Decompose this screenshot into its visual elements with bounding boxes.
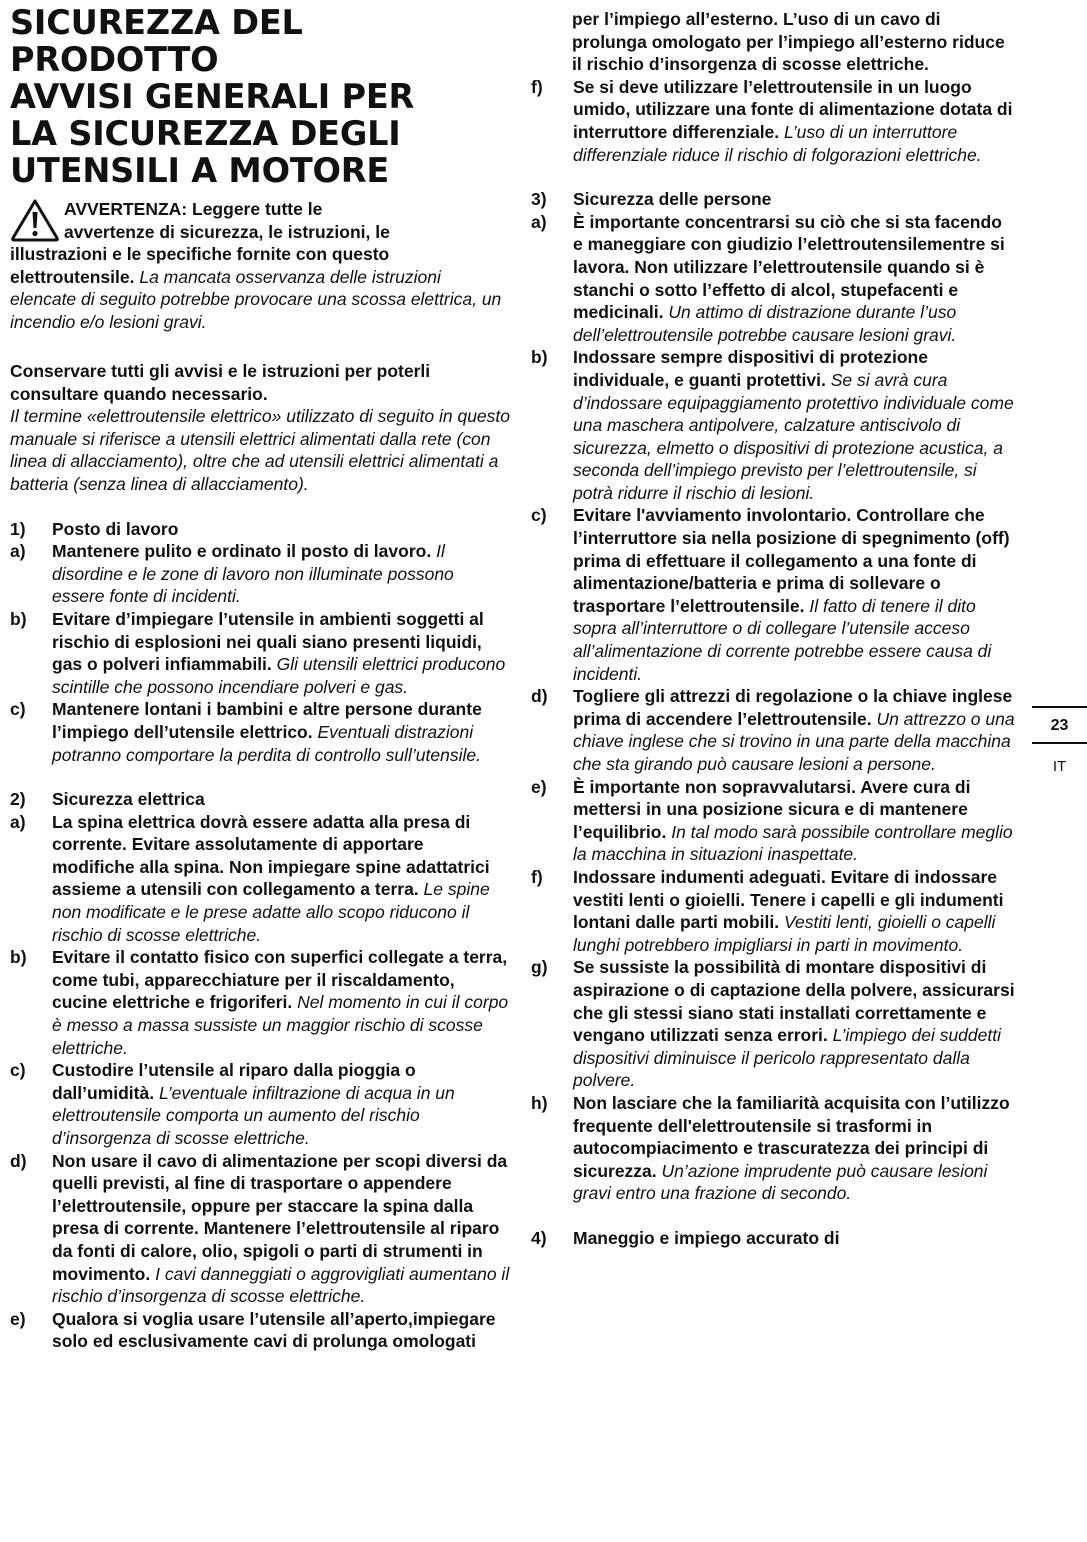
item-bold: Togliere gli attrezzi di regolazione o la chiave inglese prima di accendere l’elettroutensile. [573, 686, 1013, 729]
item-marker: a) [10, 811, 26, 832]
item-marker: g) [531, 957, 548, 978]
section-number: 3) [531, 189, 547, 210]
title-line: PRODOTTO [10, 40, 219, 79]
item-bold: Mantenere pulito e ordinato il posto di lavoro. [52, 541, 432, 562]
item-marker: a) [10, 541, 26, 562]
section-number: 1) [10, 518, 26, 539]
warning-bold [10, 221, 510, 244]
section-number: 2) [10, 789, 26, 810]
item-bold: Mantenere lontani i bambini e altre persone durante l’impiego dell’utensile elettrico. [52, 699, 482, 742]
item-italic: Un’azione imprudente può causare lesioni gravi entro una frazione di secondo. [573, 1160, 988, 1204]
warning-block [10, 198, 510, 334]
item-bold: Evitare l'avviamento involontario. Controllare che l’interruttore sia nella posizione di spegnimento (off) prima di effettuare il collegamento a una fonte di alimentazione/batteria e prima di sollevare o trasportare l’elettroutensile. [573, 505, 1010, 616]
list-item [531, 504, 1016, 685]
section-number: 4) [531, 1227, 547, 1248]
list-item [10, 540, 510, 608]
item-italic: L’eventuale infiltrazione di acqua in un elettroutensile comporta un aumento del rischio d’insorgenza di scosse elettriche. [52, 1082, 455, 1148]
item-marker: f) [531, 76, 543, 97]
item-italic: Un attimo di distrazione durante l’uso dell’elettroutensile potrebbe causare lesioni gravi. [573, 302, 957, 345]
item-italic: Un attrezzo o una chiave inglese che si trovino in una parte della macchina che sta girando può causare lesioni a persone. [573, 708, 1015, 774]
section-heading [531, 1227, 1016, 1250]
left-column [10, 360, 510, 1353]
item-marker: e) [531, 776, 547, 797]
section-title: Maneggio e impiego accurato di [573, 1227, 840, 1248]
item-bold: Indossare indumenti adeguati. Evitare di indossare vestiti lenti o gioielli. Tenere i capelli e gli indumenti lontani dalle parti mobili. [573, 866, 1004, 933]
list-item [531, 956, 1016, 1092]
conserve-italic: Il termine «elettroutensile elettrico» utilizzato di seguito in questo manuale si riferisce a utensili elettrici alimentati dalla rete (con linea di allacciamento), oltre che ad utensili elettrici alimentati a batteria (senza linea di allacciamento). [10, 406, 510, 494]
right-column [531, 8, 1016, 1249]
item-italic: Le spine non modificate e le prese adatte allo scopo riducono il rischio di scosse elettriche. [52, 879, 490, 945]
item-marker: b) [10, 608, 27, 629]
item-bold: Indossare sempre dispositivi di protezione individuale, e guanti protettivi. [573, 347, 928, 390]
list-item [531, 76, 1016, 166]
item-bold: Evitare d’impiegare l’utensile in ambienti soggetti al rischio di esplosioni nei quali siano presenti liquidi, gas o polveri infiammabili. [52, 608, 484, 675]
list-item [10, 1308, 510, 1353]
item-marker: f) [531, 866, 543, 887]
item-italic: Vestiti lenti, gioielli o capelli lunghi potrebbero impigliarsi in parti in movimento. [573, 912, 996, 955]
spacer [10, 766, 510, 788]
section-heading [10, 518, 510, 541]
list-item [531, 346, 1016, 504]
warning-triangle-icon [10, 198, 60, 242]
section-title: Posto di lavoro [52, 518, 179, 539]
item-marker: e) [10, 1308, 26, 1329]
title-line: UTENSILI A MOTORE [10, 151, 390, 190]
list-item [10, 698, 510, 766]
spacer [531, 1205, 1016, 1227]
page-number: 23 [1050, 717, 1069, 734]
item-bold: È importante concentrarsi su ciò che si sta facendo e maneggiare con giudizio l’elettroutensilementre si lavora. Non utilizzare l’elettroutensile quando si è stanchi o sotto l’effetto di alcol, stupefacenti e medicinali. [573, 211, 1005, 323]
item-bold: Se sussiste la possibilità di montare dispositivi di aspirazione o di captazione della polvere, assicurarsi che gli stessi siano stati installati correttamente e vengano utilizzati senza errori. [573, 957, 1015, 1046]
list-item [531, 776, 1016, 866]
item-marker: c) [10, 1060, 26, 1081]
section-heading [531, 188, 1016, 211]
item-italic: Il disordine e le zone di lavoro non illuminate possono essere fonte di incidenti. [52, 541, 454, 607]
conserve-bold: Conservare tutti gli avvisi e le istruzioni per poterli consultare quando necessario. [10, 361, 431, 404]
title-line: AVVISI GENERALI PER [10, 77, 415, 116]
item-bold: Non lasciare che la familiarità acquisita con l’utilizzo frequente dell'elettroutensile si trasformi in autocompiacimento e trascuratezza dei principi di sicurezza. [573, 1092, 1010, 1181]
list-item [531, 211, 1016, 347]
item-bold: Se si deve utilizzare l’elettroutensile in un luogo umido, utilizzare una fonte di alimentazione dotata di interruttore differenziale. [573, 76, 1013, 142]
item-italic: Nel momento in cui il corpo è messo a massa sussiste un maggior rischio di scosse elettriche. [52, 992, 509, 1058]
warning-lead: AVVERTENZA: Leggere tutte le [64, 199, 323, 219]
conserve-paragraph [10, 360, 510, 496]
section-heading [10, 788, 510, 811]
item-marker: b) [10, 947, 27, 968]
item-italic: In tal modo sarà possibile controllare meglio la macchina in situazioni inaspettate. [573, 821, 1013, 865]
item-italic: Se si avrà cura d’indossare equipaggiamento protettivo individuale come una maschera antipolvere, calzature antiscivolo di sicurezza, elmetto o dispositivi di protezione acustica, a seconda dell’impiego previsto per l’elettroutensile, si potrà ridurre il rischio di lesioni. [573, 369, 1014, 503]
item-italic: Il fatto di tenere il dito sopra all’interruttore o di collegare l’utensile acceso all’alimentazione di corrente potrebbe essere causa di incidenti. [573, 595, 992, 684]
list-item [10, 946, 510, 1059]
item-bold: Qualora si voglia usare l’utensile all’aperto,impiegare solo ed esclusivamente cavi di prolunga omologati [52, 1308, 496, 1352]
item-italic: I cavi danneggiati o aggrovigliati aumentano il rischio d’insorgenza di scosse elettriche. [52, 1263, 510, 1307]
item-bold: La spina elettrica dovrà essere adatta alla presa di corrente. Evitare assolutamente di apportare modifiche alla spina. Non impiegare spine adattatrici assieme a utensili con collegamento a terra. [52, 811, 490, 900]
continued-text: per l’impiego all’esterno. L’uso di un cavo di prolunga omologato per l’impiego all’esterno riduce il rischio d’insorgenza di scosse elettriche. [572, 9, 1005, 75]
warning-body [10, 243, 510, 333]
item-marker: c) [10, 699, 26, 720]
spacer [531, 166, 1016, 188]
spacer [10, 496, 510, 518]
list-item [531, 1092, 1016, 1205]
item-marker: d) [531, 686, 548, 707]
item-marker: c) [531, 505, 547, 526]
page-tab [1032, 706, 1087, 775]
title-line: LA SICUREZZA DEGLI [10, 114, 401, 153]
item-bold: Custodire l’utensile al riparo dalla pioggia o dall’umidità. [52, 1060, 416, 1103]
item-marker: a) [531, 211, 547, 232]
item-marker: b) [531, 347, 548, 368]
list-item [10, 1059, 510, 1149]
item-marker: d) [10, 1150, 27, 1171]
warning-text [10, 198, 510, 334]
section-title: Sicurezza delle persone [573, 189, 772, 210]
warning-italic: La mancata osservanza delle istruzioni elencate di seguito potrebbe provocare una scossa elettrica, un incendio e/o lesioni gravi. [10, 266, 502, 332]
list-item [10, 811, 510, 947]
language-code: IT [1052, 758, 1067, 775]
page-title [10, 4, 510, 189]
item-marker: h) [531, 1092, 548, 1113]
warning-bold-head: avvertenze di sicurezza, le istruzioni, le [64, 221, 390, 242]
item-italic: Eventuali distrazioni potranno comportare la perdita di controllo sull’utensile. [52, 721, 481, 765]
list-item [10, 1150, 510, 1308]
item-italic: Gli utensili elettrici producono scintille che possono incendiare polveri e gas. [52, 654, 506, 697]
item-italic: L’uso di un interruttore differenziale riduce il rischio di folgorazioni elettriche. [573, 121, 982, 165]
list-item [531, 685, 1016, 775]
item-bold: È importante non sopravvalutarsi. Avere cura di mettersi in una posizione sicura e di mantenere l’equilibrio. [573, 776, 971, 842]
section-title: Sicurezza elettrica [52, 789, 205, 810]
item-bold: Evitare il contatto fisico con superfici collegate a terra, come tubi, apparecchiature per il riscaldamento, cucine elettriche e frigoriferi. [52, 947, 508, 1013]
item-bold: Non usare il cavo di alimentazione per scopi diversi da quelli previsti, al fine di trasportare o appendere l’elettroutensile, oppure per staccare la spina dalla presa di corrente. Mantenere l’elettroutensile al riparo da fonti di calore, olio, spigoli o parti di strumenti in movimento. [52, 1150, 508, 1284]
title-line: SICUREZZA DEL [10, 3, 303, 42]
warning-bold-rest: illustrazioni e le specifiche fornite con questo elettroutensile. [10, 244, 390, 287]
list-item [10, 608, 510, 698]
item-italic: L’impiego dei suddetti dispositivi diminuisce il pericolo rappresentato dalla polvere. [573, 1025, 1001, 1091]
list-item [531, 866, 1016, 956]
